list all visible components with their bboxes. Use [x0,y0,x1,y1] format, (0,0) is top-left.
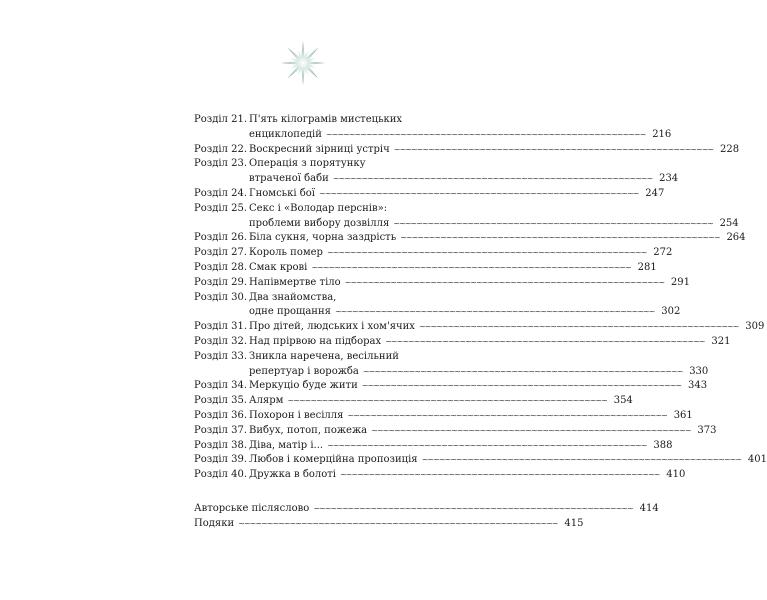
chapter-title-block [249,394,633,409]
toc-entry [194,394,633,409]
leader-dots: ~~~~~~~~~~~~~~~~~~~~~~~~~~~~~~~~~~~~~~~~~~~~~~~~~~~~~~~~ [393,218,713,228]
leader-dots: ~~~~~~~~~~~~~~~~~~~~~~~~~~~~~~~~~~~~~~~~~~~~~~~~~~~~~~~~ [393,144,714,154]
toc-entry [194,187,665,202]
leader-dots: ~~~~~~~~~~~~~~~~~~~~~~~~~~~~~~~~~~~~~~~~~~~~~~~~~~~~~~~~ [334,307,655,317]
chapter-title: Секс і «Володар перснів»: [249,202,388,214]
toc-entry [194,409,693,424]
page-number: 343 [688,380,708,392]
chapter-number: Розділ 37. [194,424,247,436]
leader-dots: ~~~~~~~~~~~~~~~~~~~~~~~~~~~~~~~~~~~~~~~~~~~~~~~~~~~~~~~~ [311,262,631,272]
page-number: 272 [653,247,673,259]
chapter-title-block [249,143,739,158]
title-line [249,350,708,365]
chapter-number: Розділ 36. [194,409,247,421]
chapter-title: Про дітей, людських і хом'ячих [249,321,415,333]
toc-entry [194,276,691,291]
chapter-title: репертуар і ворожба [249,365,359,377]
leader-dots: ~~~~~~~~~~~~~~~~~~~~~~~~~~~~~~~~~~~~~~~~~~~~~~~~~~~~~~~~ [361,381,682,391]
page-number: 264 [726,232,746,244]
title-line [249,439,672,454]
toc-entry [194,320,765,335]
page-number: 388 [653,439,673,451]
toc-entry [194,350,709,380]
chapter-title: Два знайомства, [249,291,337,303]
title-line [249,291,680,306]
backmatter-title: Авторське післяслово [194,503,310,514]
leader-dots: ~~~~~~~~~~~~~~~~~~~~~~~~~~~~~~~~~~~~~~~~~~~~~~~~~~~~~~~~ [385,336,705,346]
page-number: 361 [673,409,693,421]
chapter-title-block [249,453,767,468]
leader-dots: ~~~~~~~~~~~~~~~~~~~~~~~~~~~~~~~~~~~~~~~~~~~~~~~~~~~~~~~~ [344,277,665,287]
star-icon [280,40,326,86]
backmatter-entry [194,517,584,532]
page-number: 254 [719,217,739,229]
chapter-number: Розділ 22. [194,143,247,155]
chapter-title-block [249,468,685,483]
title-line [249,320,764,335]
leader-dots: ~~~~~~~~~~~~~~~~~~~~~~~~~~~~~~~~~~~~~~~~~~~~~~~~~~~~~~~~ [421,455,741,465]
toc-entry [194,113,672,143]
toc-entry [194,261,657,276]
title-line [249,468,685,483]
chapter-number: Розділ 30. [194,291,247,303]
title-line [249,143,739,158]
leader-dots: ~~~~~~~~~~~~~~~~~~~~~~~~~~~~~~~~~~~~~~~~~~~~~~~~~~~~~~~~ [326,248,647,258]
chapter-number: Розділ 31. [194,321,247,333]
page-number: 321 [711,335,731,347]
chapter-title-block [249,350,708,380]
page-number: 228 [720,143,740,155]
chapter-title-block [249,439,672,454]
page-number: 247 [645,187,665,199]
chapter-title: Діва, матір і... [249,439,324,451]
chapter-title-block [249,409,693,424]
chapter-title: Зникла наречена, весільний [249,350,399,362]
page-number: 281 [637,261,657,273]
page-number: 415 [564,517,584,529]
title-line [194,517,584,532]
chapter-number: Розділ 38. [194,439,247,451]
chapter-title: одне прощання [249,306,331,318]
chapter-title: Воскресний зірниці устріч [249,143,390,155]
title-line [249,217,739,232]
leader-dots: ~~~~~~~~~~~~~~~~~~~~~~~~~~~~~~~~~~~~~~~~~~~~~~~~~~~~~~~~ [339,470,660,480]
page-number: 291 [670,276,691,288]
chapter-number: Розділ 33. [194,350,247,362]
chapter-title: Напівмертве тіло [249,276,341,288]
page-number: 410 [666,469,686,481]
toc-entry [194,143,740,158]
page-number: 216 [652,128,672,140]
chapter-number: Розділ 29. [194,276,247,288]
backmatter-entry [194,502,659,517]
page-number: 302 [661,306,681,318]
title-line [249,424,717,439]
toc-entry [194,231,746,246]
chapter-title-block [249,157,678,187]
chapter-number: Розділ 28. [194,261,247,273]
toc-entry [194,453,767,468]
leader-dots: ~~~~~~~~~~~~~~~~~~~~~~~~~~~~~~~~~~~~~~~~~~~~~~~~~~~~~~~~ [347,410,667,420]
chapter-title-block [249,291,680,321]
title-line [249,231,746,246]
page-number: 373 [697,424,717,436]
chapter-number: Розділ 21. [194,114,247,125]
chapter-number: Розділ 23. [194,158,247,170]
backmatter-list [194,502,659,532]
chapter-title: Меркуціо буде жити [249,380,358,392]
leader-dots: ~~~~~~~~~~~~~~~~~~~~~~~~~~~~~~~~~~~~~~~~~~~~~~~~~~~~~~~~ [287,396,607,406]
chapter-title-block [249,202,739,232]
toc-entry [194,379,708,394]
toc-entry [194,202,739,232]
leader-dots: ~~~~~~~~~~~~~~~~~~~~~~~~~~~~~~~~~~~~~~~~~~~~~~~~~~~~~~~~ [400,233,720,243]
chapter-title-block [249,231,746,246]
toc-entry [194,468,686,483]
title-line [249,261,657,276]
title-line [249,187,664,202]
title-line [249,157,678,172]
toc-entry [194,291,681,321]
chapter-number: Розділ 32. [194,335,247,347]
title-line [249,113,671,128]
chapter-title: Біла сукня, чорна заздрість [249,232,397,244]
title-line [249,453,767,468]
chapter-number: Розділ 34. [194,380,247,392]
chapter-title: Вибух, потоп, пожежа [249,424,368,436]
leader-dots: ~~~~~~~~~~~~~~~~~~~~~~~~~~~~~~~~~~~~~~~~~~~~~~~~~~~~~~~~ [327,440,647,450]
chapter-title: втраченої баби [249,173,329,185]
title-line [249,202,739,217]
chapter-title-block [249,424,717,439]
chapter-number: Розділ 27. [194,247,247,259]
chapter-title: Над прірвою на підборах [249,335,382,347]
chapter-number: Розділ 24. [194,187,247,199]
backmatter-title: Подяки [194,517,235,529]
leader-dots: ~~~~~~~~~~~~~~~~~~~~~~~~~~~~~~~~~~~~~~~~~~~~~~~~~~~~~~~~ [238,518,558,528]
chapter-title-block [249,246,672,261]
page-number: 309 [745,321,765,333]
backmatter-block [194,517,584,532]
chapter-title-block [249,113,671,143]
title-line [194,502,659,517]
chapter-title: Дружка в болоті [249,469,336,481]
backmatter-block [194,502,659,517]
chapter-title-block [249,187,664,202]
chapter-title-block [249,276,690,291]
chapter-title: Операція з порятунку [249,158,366,170]
title-line [249,246,672,261]
chapter-title: Алярм [249,395,284,407]
title-line [249,276,690,291]
leader-dots: ~~~~~~~~~~~~~~~~~~~~~~~~~~~~~~~~~~~~~~~~~~~~~~~~~~~~~~~~ [371,425,691,435]
title-line [249,172,678,187]
page-number: 354 [613,395,633,407]
chapter-title-block [249,261,657,276]
title-line [249,305,680,320]
toc-entry [194,157,679,187]
title-line [249,409,693,424]
chapter-title: Смак крові [249,261,308,273]
table-of-contents [194,113,767,483]
chapter-title: Любов і комерційна пропозиція [249,454,418,466]
leader-dots: ~~~~~~~~~~~~~~~~~~~~~~~~~~~~~~~~~~~~~~~~~~~~~~~~~~~~~~~~ [325,129,646,139]
chapter-title: Король помер [249,247,323,259]
chapter-title: Гномські бої [249,187,315,199]
title-line [249,394,633,409]
chapter-title-block [249,320,764,335]
toc-entry [194,439,673,454]
chapter-title-block [249,335,730,350]
leader-dots: ~~~~~~~~~~~~~~~~~~~~~~~~~~~~~~~~~~~~~~~~~~~~~~~~~~~~~~~~ [362,366,683,376]
chapter-title: П'ять кілограмів мистецьких [249,114,403,125]
title-line [249,128,671,143]
toc-entry [194,424,717,439]
chapter-number: Розділ 35. [194,395,247,407]
chapter-title: проблеми вибору дозвілля [249,217,390,229]
title-line [249,379,707,394]
leader-dots: ~~~~~~~~~~~~~~~~~~~~~~~~~~~~~~~~~~~~~~~~~~~~~~~~~~~~~~~~ [418,322,739,332]
leader-dots: ~~~~~~~~~~~~~~~~~~~~~~~~~~~~~~~~~~~~~~~~~~~~~~~~~~~~~~~~ [313,504,633,513]
page-number: 330 [689,365,709,377]
page-number: 414 [639,503,659,514]
page-number: 401 [747,454,767,466]
title-line [249,335,730,350]
chapter-number: Розділ 25. [194,202,247,214]
leader-dots: ~~~~~~~~~~~~~~~~~~~~~~~~~~~~~~~~~~~~~~~~~~~~~~~~~~~~~~~~ [332,174,653,184]
chapter-title-block [249,379,707,394]
toc-entry [194,246,673,261]
chapter-number: Розділ 26. [194,232,247,244]
chapter-title: Похорон і весілля [249,409,344,421]
chapter-title: енциклопедій [249,128,322,140]
leader-dots: ~~~~~~~~~~~~~~~~~~~~~~~~~~~~~~~~~~~~~~~~~~~~~~~~~~~~~~~~ [319,188,639,198]
page-number: 234 [659,173,679,185]
toc-entry [194,335,731,350]
chapter-number: Розділ 40. [194,469,247,481]
chapter-number: Розділ 39. [194,454,247,466]
title-line [249,365,708,380]
